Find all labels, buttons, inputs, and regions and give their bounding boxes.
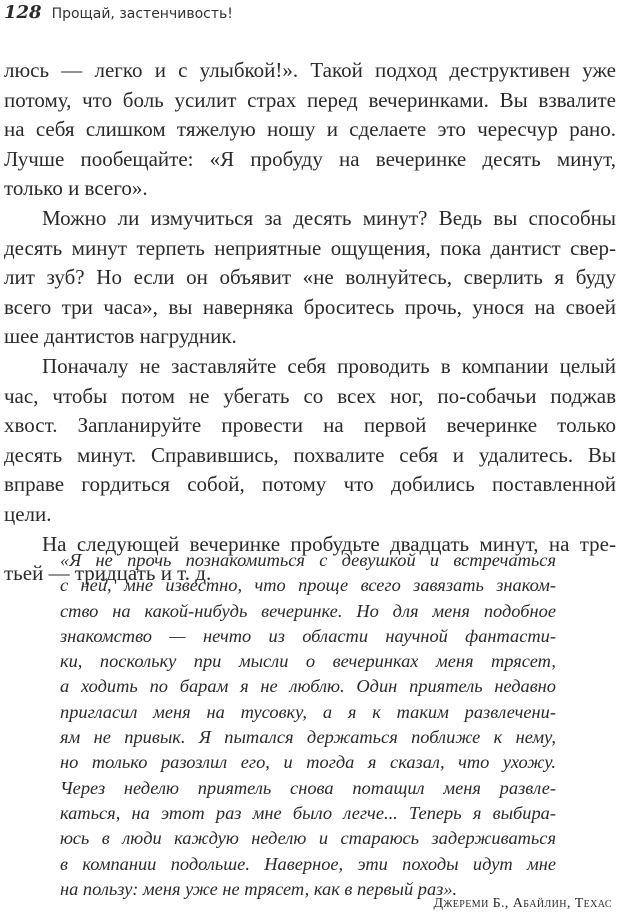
body-text — [4, 56, 616, 589]
body-line: На следующей вечеринке пробудьте двадцать минут, на тре- — [42, 531, 616, 556]
quote-line: на пользу: меня уже не трясет, как в первый раз». — [60, 878, 458, 899]
quote-line: юсь в люди каждую неделю и стараюсь задерживаться — [60, 828, 556, 849]
quote-signature: Джереми Б., Абайлин, Техас — [433, 896, 612, 911]
quote-line: ство на какой-нибудь вечеринке. Но для меня подобное — [60, 600, 556, 621]
quote-line: ям не привык. Я пытался держаться поближе к нему, — [60, 727, 556, 748]
body-line: тьей — тридцать и т. д. — [4, 561, 212, 586]
running-title: Прощай, застенчивость! — [51, 6, 233, 22]
quote-line: но только разозлил его, и тогда я сказал, что ухожу. — [60, 752, 556, 773]
page-header — [4, 2, 233, 26]
body-line: Поначалу не заставляйте себя проводить в компании целый — [42, 353, 616, 378]
body-line: десять минут терпеть неприятные ощущения, пока дантист свер- — [4, 235, 616, 260]
body-line: цели. — [4, 501, 52, 526]
page-number: 128 — [4, 2, 42, 23]
quote-line: а ходить по барам я не люблю. Один приятель недавно — [60, 676, 556, 697]
body-line: потому, что боль усилит страх перед вечеринками. Вы взвалите — [4, 87, 616, 112]
quote-line: каться, на этот раз мне было легче... Теперь я выбира- — [60, 802, 556, 823]
body-line: шее дантистов нагрудник. — [4, 324, 237, 349]
body-line: вправе гордиться собой, потому что добились поставленной — [4, 472, 616, 497]
body-line: Можно ли измучиться за десять минут? Ведь вы способны — [42, 205, 616, 230]
body-line: только и всего». — [4, 176, 148, 201]
testimonial-quote — [60, 548, 556, 902]
quote-line: «Я не прочь познакомиться с девушкой и встречаться — [60, 550, 556, 570]
body-line: десять минут. Справившись, похвалите себя и удалитесь. Вы — [4, 442, 616, 467]
quote-line: с ней, мне известно, что проще всего завязать знаком- — [60, 575, 556, 596]
body-line: хвост. Запланируйте провести на первой вечеринке только — [4, 413, 616, 438]
body-line: Лучше пообещайте: «Я пробуду на вечеринке десять минут, — [4, 146, 616, 171]
quote-line: ки, поскольку при мысли о вечеринках меня трясет, — [60, 651, 556, 672]
quote-line: пригласил меня на тусовку, а я к таким развлечени- — [60, 701, 556, 722]
body-line: час, чтобы потом не убегать со всех ног, по-собачьи поджав — [4, 383, 616, 408]
body-line: всего три часа», вы наверняка броситесь прочь, унося на своей — [4, 294, 616, 319]
quote-line: в компании подольше. Наверное, эти походы идут мне — [60, 853, 556, 874]
body-line: на себя слишком тяжелую ношу и сделаете это чересчур рано. — [4, 117, 616, 142]
quote-line: Через неделю приятель снова потащил меня развле- — [60, 777, 556, 798]
body-line: люсь — легко и с улыбкой!». Такой подход деструктивен уже — [4, 58, 616, 82]
body-line: лит зуб? Но если он объявит «не волнуйтесь, сверлить я буду — [4, 265, 616, 290]
quote-line: знакомство — нечто из области научной фантасти- — [60, 625, 556, 646]
